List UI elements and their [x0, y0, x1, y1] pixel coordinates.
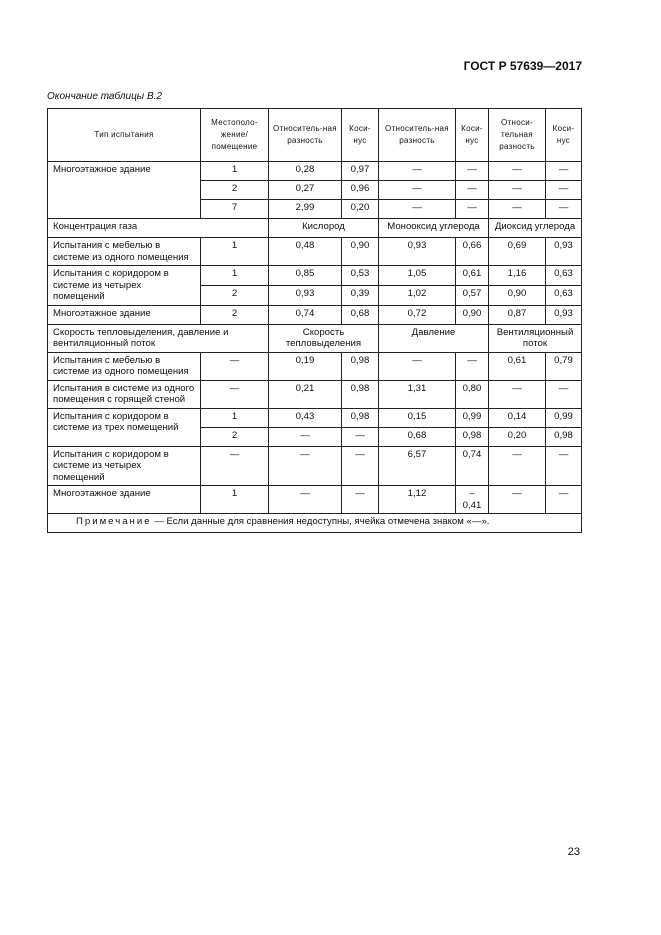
note-text: — Если данные для сравнения недоступны, ячейка отмечена знаком «—».	[151, 516, 490, 527]
table-cell: —	[342, 427, 379, 446]
note-label: Примечание	[76, 516, 152, 527]
table-cell: 2	[201, 181, 269, 200]
table-cell: 0,39	[342, 285, 379, 305]
table-cell: 1	[201, 408, 269, 427]
table-cell: 0,79	[546, 352, 582, 380]
row-label: Испытания в системе из одного помещения с горящей стеной	[48, 380, 201, 408]
table-cell: —	[456, 200, 489, 219]
table-cell: 0,87	[489, 305, 546, 324]
row-label: Испытания с коридором в системе из трех помещений	[48, 408, 201, 446]
table-cell: 1,02	[379, 285, 456, 305]
header-row	[48, 109, 582, 162]
table-note	[48, 514, 582, 533]
table-cell: 0,20	[489, 427, 546, 446]
table-cell: 0,93	[269, 285, 342, 305]
table-cell: 0,28	[269, 162, 342, 181]
table-cell: 0,98	[546, 427, 582, 446]
table-cell: —	[546, 162, 582, 181]
table-cell: —	[546, 446, 582, 486]
table-cell: 0,14	[489, 408, 546, 427]
table-cell: —	[489, 162, 546, 181]
table-cell: 0,90	[456, 305, 489, 324]
table-cell: —	[201, 446, 269, 486]
table-cell: —	[379, 181, 456, 200]
table-cell: —	[456, 352, 489, 380]
table-cell: 0,90	[489, 285, 546, 305]
table-cell: 1,12	[379, 486, 456, 514]
table-cell: 0,85	[269, 266, 342, 286]
table-cell: 1	[201, 238, 269, 266]
table-cell: 0,48	[269, 238, 342, 266]
header-cos-2: Коси-нус	[456, 109, 489, 162]
table-caption: Окончание таблицы В.2	[47, 91, 162, 102]
row-label: Испытания с коридором в системе из четырех помещений	[48, 446, 201, 486]
table-cell: 1,31	[379, 380, 456, 408]
header-test-type: Тип испытания	[48, 109, 201, 162]
table-cell: –0,41	[456, 486, 489, 514]
section-col-pressure: Давление	[379, 324, 489, 352]
table-row	[48, 266, 582, 286]
row-label: Испытания с мебелью в системе из одного помещения	[48, 238, 201, 266]
section-header-row	[48, 324, 582, 352]
table-cell: —	[379, 200, 456, 219]
table-cell: 0,53	[342, 266, 379, 286]
table-cell: —	[342, 486, 379, 514]
header-rel-diff-2: Относитель-ная разность	[379, 109, 456, 162]
table-cell: 0,20	[342, 200, 379, 219]
table-cell: —	[489, 486, 546, 514]
table-cell: —	[379, 162, 456, 181]
table-cell: —	[269, 486, 342, 514]
table-cell: 0,61	[456, 266, 489, 286]
table-cell: 0,99	[456, 408, 489, 427]
header-cos-3: Коси-нус	[546, 109, 582, 162]
header-rel-diff-3: Относи-тельная разность	[489, 109, 546, 162]
table-cell: 0,98	[342, 380, 379, 408]
table-cell: —	[546, 200, 582, 219]
table-cell: —	[201, 380, 269, 408]
section-col-carbon-dioxide: Диоксид углерода	[489, 219, 582, 238]
table-cell: 0,98	[342, 352, 379, 380]
table-cell: —	[456, 181, 489, 200]
table-cell: 2	[201, 285, 269, 305]
row-label: Многоэтажное здание	[48, 305, 201, 324]
table-row	[48, 162, 582, 181]
table-cell: 0,21	[269, 380, 342, 408]
table-cell: 0,69	[489, 238, 546, 266]
table-row	[48, 238, 582, 266]
table-cell: 0,98	[342, 408, 379, 427]
table-row	[48, 408, 582, 427]
table-row	[48, 380, 582, 408]
table-cell: 0,74	[269, 305, 342, 324]
table-cell: 2	[201, 427, 269, 446]
section-label-gas: Концентрация газа	[48, 219, 269, 238]
table-cell: 0,93	[379, 238, 456, 266]
table-cell: 0,74	[456, 446, 489, 486]
table-cell: 0,68	[342, 305, 379, 324]
table-cell: 0,27	[269, 181, 342, 200]
table-cell: 0,99	[546, 408, 582, 427]
table-cell: 0,43	[269, 408, 342, 427]
table-cell: 1,16	[489, 266, 546, 286]
table-cell: 1	[201, 162, 269, 181]
table-cell: 6,57	[379, 446, 456, 486]
table-cell: 0,63	[546, 285, 582, 305]
row-label: Многоэтажное здание	[48, 486, 201, 514]
table-cell: 1	[201, 266, 269, 286]
table-cell: 0,97	[342, 162, 379, 181]
section-col-heat-release-rate: Скорость тепловыделения	[269, 324, 379, 352]
table-cell: —	[201, 352, 269, 380]
section-col-oxygen: Кислород	[269, 219, 379, 238]
table-cell: 0,15	[379, 408, 456, 427]
table-cell: 0,63	[546, 266, 582, 286]
table-cell: 0,57	[456, 285, 489, 305]
table-cell: 1,05	[379, 266, 456, 286]
table-cell: 0,93	[546, 238, 582, 266]
table-cell: —	[489, 181, 546, 200]
section-label-heat: Скорость тепловыделения, давление и вентиляционный поток	[48, 324, 269, 352]
table-cell: —	[489, 200, 546, 219]
table-cell: 0,61	[489, 352, 546, 380]
header-rel-diff-1: Относитель-ная разность	[269, 109, 342, 162]
table-cell: 0,90	[342, 238, 379, 266]
table-cell: —	[546, 380, 582, 408]
table-cell: 2	[201, 305, 269, 324]
table-cell: —	[379, 352, 456, 380]
table-cell: 0,19	[269, 352, 342, 380]
row-label: Испытания с мебелью в системе из одного помещения	[48, 352, 201, 380]
table-cell: 7	[201, 200, 269, 219]
header-location: Местополо-жение/помещение	[201, 109, 269, 162]
table-cell: —	[269, 427, 342, 446]
comparison-table	[47, 108, 582, 533]
section-col-vent-flow: Вентиляционный поток	[489, 324, 582, 352]
table-row	[48, 352, 582, 380]
table-row	[48, 446, 582, 486]
table-cell: 0,96	[342, 181, 379, 200]
page-number: 23	[567, 846, 580, 858]
section-header-row	[48, 219, 582, 238]
table-cell: 0,72	[379, 305, 456, 324]
table-cell: —	[456, 162, 489, 181]
table-cell: —	[269, 446, 342, 486]
table-cell: 0,68	[379, 427, 456, 446]
standard-designation: ГОСТ Р 57639—2017	[463, 59, 582, 73]
table-cell: 0,80	[456, 380, 489, 408]
table-cell: 0,98	[456, 427, 489, 446]
table-cell: 2,99	[269, 200, 342, 219]
table-cell: —	[546, 181, 582, 200]
row-label: Многоэтажное здание	[48, 162, 201, 219]
section-col-carbon-monoxide: Монооксид углерода	[379, 219, 489, 238]
table-cell: —	[489, 380, 546, 408]
row-label: Испытания с коридором в системе из четырех помещений	[48, 266, 201, 306]
table-cell: —	[342, 446, 379, 486]
table-cell: 0,66	[456, 238, 489, 266]
note-row	[48, 514, 582, 533]
table-cell: 1	[201, 486, 269, 514]
table-cell: —	[546, 486, 582, 514]
header-cos-1: Коси-нус	[342, 109, 379, 162]
table-cell: 0,93	[546, 305, 582, 324]
table-row	[48, 486, 582, 514]
table-cell: —	[489, 446, 546, 486]
table-row	[48, 305, 582, 324]
